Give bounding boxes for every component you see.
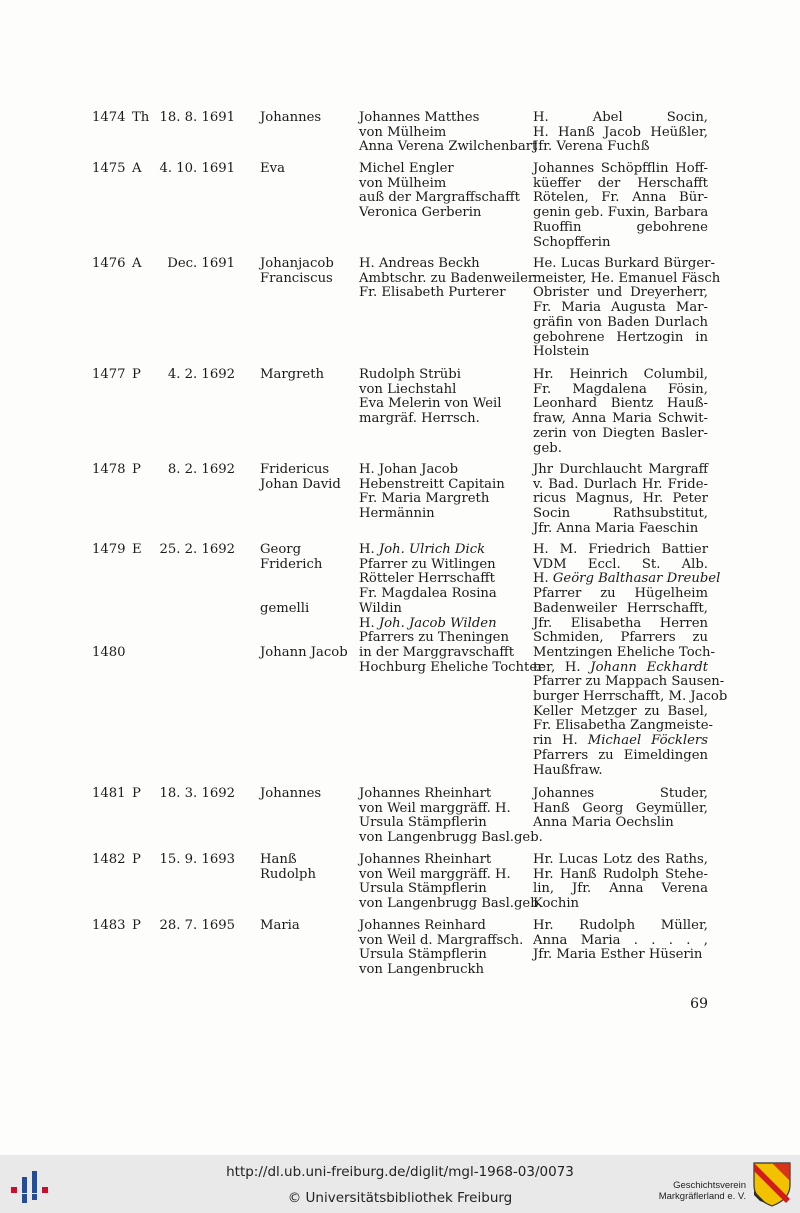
parents-line: von Mülheim [359, 175, 447, 191]
godparents-line: Leonhard Bientz Hauß- [533, 396, 708, 412]
godparents [533, 368, 708, 456]
entry-number: 1478 [92, 462, 126, 477]
entry-code: P [132, 462, 141, 477]
godparents-line: Hr. Heinrich Columbil, [533, 367, 708, 382]
name-line: Hanß [260, 852, 297, 867]
godparents-line: burger Herrschafft, M. Jacob [533, 689, 728, 705]
parents [359, 111, 537, 155]
godparents-line: Jhr Durchlaucht Margraff [533, 462, 708, 477]
child-name [260, 257, 334, 286]
entry-number: 1483 [92, 918, 126, 933]
parents [359, 853, 543, 912]
child-name [260, 646, 348, 661]
godparents-line: H. Abel Socin, [533, 110, 708, 125]
child-name [260, 463, 341, 492]
entry-date: 25. 2. 1692 [159, 542, 235, 557]
godparents-line: Hr. Hanß Rudolph Stehe- [533, 866, 708, 882]
parents-line: Fr. Magdalea Rosina [359, 586, 497, 602]
entry-code: A [132, 256, 142, 271]
parents [359, 257, 534, 301]
parents-line: Hebenstreitt Capitain [359, 476, 505, 492]
parents [359, 368, 501, 427]
godparents-line [533, 571, 721, 587]
parents-line: H. Johan Jacob [359, 462, 459, 477]
entry-code: Th [132, 110, 150, 125]
godparents-line: meister, He. Emanuel Fäsch [533, 270, 721, 286]
child-name [260, 853, 316, 882]
godparents-line: Holstein [533, 344, 590, 360]
parents-line: Ursula Stämpflerin [359, 815, 487, 831]
godparents-line: Fr. Elisabetha Zangmeiste- [533, 718, 713, 734]
viewer-footer [0, 1155, 800, 1213]
godparents-line: Johannes Studer, [533, 786, 708, 801]
parents-line-italic: Joh. Ulrich Dick [378, 542, 486, 557]
parents [359, 463, 505, 522]
godparents [533, 787, 708, 831]
name-line: Johannes [260, 786, 322, 801]
name-line: Rudolph [260, 866, 316, 882]
entry-number: 1476 [92, 256, 126, 271]
name-line: Eva [260, 161, 285, 176]
godparents-line: Mentzingen Eheliche Toch- [533, 644, 715, 660]
parents-line: von Weil marggräff. H. [359, 800, 511, 816]
entry-number: 1479 [92, 542, 126, 557]
child-name [260, 787, 321, 802]
parents-line: Hochburg Eheliche Tochter [359, 659, 544, 675]
godparents [533, 919, 708, 963]
parents-line: von Langenbruckh [359, 962, 485, 978]
parents-line: H. Andreas Beckh [359, 256, 480, 271]
godparents-line: Keller Metzger zu Basel, [533, 703, 708, 719]
godparents-line-italic: Johann Eckhardt [590, 659, 708, 675]
godparents-line: Kochin [533, 896, 580, 912]
spacer [260, 587, 322, 602]
society-name-line: Geschichtsverein [673, 1180, 746, 1191]
parents [359, 162, 520, 221]
godparents-line: küeffer der Herschafft [533, 175, 708, 191]
godparents-line: H. Hanß Jacob Heüßler, [533, 124, 708, 140]
parents-line: Johannes Matthes [359, 110, 480, 125]
parents-line: Anna Verena Zwilchenbart [359, 139, 538, 155]
parents-line: Pfarrers zu Theningen [359, 630, 509, 646]
parents [359, 543, 543, 675]
entry-number: 1481 [92, 786, 126, 801]
godparents-line: gebohrene Hertzogin in [533, 329, 708, 345]
child-name [260, 368, 324, 383]
name-line: Johan David [260, 476, 341, 492]
godparents [533, 463, 708, 537]
parents-line: Veronica Gerberin [359, 205, 482, 221]
child-name [260, 162, 285, 177]
godparents-line: ricus Magnus, Hr. Peter [533, 491, 708, 507]
godparents-line: Fr. Maria Augusta Mar- [533, 300, 708, 316]
entry-code: E [132, 542, 142, 557]
parents-line: Fr. Maria Margreth [359, 491, 490, 507]
godparents-line: Pfarrer zu Mappach Sausen- [533, 674, 725, 690]
prefix: ter, H. [533, 659, 591, 675]
godparents-line: Obrister und Dreyerherr, [533, 285, 708, 301]
godparents [533, 853, 708, 912]
prefix: rin H. [533, 733, 588, 749]
entry-number: 1474 [92, 110, 126, 125]
godparents-line: Haußfraw. [533, 762, 603, 778]
parents-line: von Langenbrugg Basl.geb. [359, 896, 543, 912]
prefix: H. [533, 571, 553, 587]
godparents-line: Hanß Georg Geymüller, [533, 800, 708, 816]
parents-line: von Liechstahl [359, 381, 457, 397]
godparents-line [533, 734, 708, 749]
godparents-line: Socin Rathsubstitut, [533, 506, 708, 522]
parents-line: Wildin [359, 600, 402, 616]
godparents-line: Rötelen, Fr. Anna Bür- [533, 190, 708, 206]
parents-line: Michel Engler [359, 161, 454, 176]
parents-line: Johannes Reinhard [359, 918, 486, 933]
prefix: H. [359, 542, 379, 557]
godparents-line: He. Lucas Burkard Bürger- [533, 256, 715, 271]
child-name [260, 919, 300, 934]
godparents-line: zerin von Diegten Basler- [533, 425, 708, 441]
godparents-line: Schopfferin [533, 234, 611, 250]
entry-date: 28. 7. 1695 [159, 918, 235, 933]
name-line: Johann Jacob [260, 645, 348, 660]
name-line: Maria [260, 918, 300, 933]
godparents-line [533, 661, 708, 676]
godparents [533, 542, 728, 778]
godparents [533, 111, 708, 155]
parents-line: Fr. Elisabeth Purterer [359, 285, 506, 301]
godparents-line: Ruoffin gebohrene [533, 219, 708, 235]
godparents-line: H. M. Friedrich Battier [533, 542, 708, 557]
society-name-line: Markgräflerland e. V. [658, 1191, 746, 1202]
parents-line: Rötteler Herrschafft [359, 571, 495, 587]
godparents-line: Jfr. Anna Maria Faeschin [533, 520, 699, 536]
godparents-line: Schmiden, Pfarrers zu [533, 630, 708, 646]
entry-code: P [132, 918, 141, 933]
godparents [533, 162, 708, 250]
parents-line: von Mülheim [359, 124, 447, 140]
entry-code: P [132, 786, 141, 801]
entry-date: 8. 2. 1692 [167, 462, 235, 477]
entry-number: 1482 [92, 852, 126, 867]
entry-code: P [132, 852, 141, 867]
entry-date: 18. 3. 1692 [159, 786, 235, 801]
godparents-line: gräfin von Baden Durlach [533, 314, 708, 330]
society-name [659, 1180, 746, 1202]
name-line: Johanjacob [260, 256, 334, 271]
godparents-line: Jfr. Verena Fuchß [533, 139, 650, 155]
godparents [533, 256, 721, 360]
entry-date: 4. 2. 1692 [167, 367, 235, 382]
name-line: Friderich [260, 556, 323, 572]
godparents-line: geb. [533, 440, 562, 456]
entry-date: 18. 8. 1691 [159, 110, 235, 125]
parents [359, 919, 523, 978]
parents-line: von Weil d. Margraffsch. [359, 932, 524, 948]
godparents-line: v. Bad. Durlach Hr. Fride- [533, 476, 708, 492]
godparents-line: Hr. Rudolph Müller, [533, 918, 708, 933]
godparents-line: Fr. Magdalena Fösin, [533, 381, 708, 397]
entry-number: 1477 [92, 367, 126, 382]
godparents-line: Jfr. Elisabetha Herren [533, 615, 708, 631]
entry-date: Dec. 1691 [167, 256, 235, 271]
parents-line [359, 617, 543, 632]
godparents-line: Johannes Schöpfflin Hoff- [533, 161, 708, 176]
godparents-line: Jfr. Maria Esther Hüserin [533, 947, 703, 963]
parents-line: Ursula Stämpflerin [359, 947, 487, 963]
godparents-line: Pfarrer zu Hügelheim [533, 586, 708, 602]
spacer [260, 572, 322, 587]
parents-line: Hermännin [359, 506, 435, 522]
parents-line [359, 543, 543, 558]
parents-line: auß der Margraffschafft [359, 190, 520, 206]
parents-line: Eva Melerin von Weil [359, 396, 502, 412]
entry-date: 4. 10. 1691 [159, 161, 235, 176]
page-number: 69 [690, 996, 708, 1012]
name-line: Fridericus [260, 462, 330, 477]
prefix: H. [359, 615, 379, 631]
godparents-line: Anna Maria Oechslin [533, 815, 674, 831]
name-line: Georg [260, 542, 302, 557]
parents-line: Rudolph Strübi [359, 367, 461, 382]
godparents-line-italic: Michael Föcklers [587, 733, 708, 749]
parents-line: von Langenbrugg Basl.geb. [359, 830, 543, 846]
parents-line: von Weil marggräff. H. [359, 866, 511, 882]
parents-line: Ursula Stämpflerin [359, 881, 487, 897]
name-line: Margreth [260, 367, 325, 382]
name-line: gemelli [260, 600, 310, 616]
parents-line: Johannes Rheinhart [359, 852, 492, 867]
godparents-line: Pfarrers zu Eimeldingen [533, 747, 708, 763]
parents-line: Pfarrer zu Witlingen [359, 556, 496, 572]
godparents-line: VDM Eccl. St. Alb. [533, 556, 708, 572]
entry-number: 1475 [92, 161, 126, 176]
godparents-line: genin geb. Fuxin, Barbara [533, 205, 709, 221]
godparents-line-italic: Geörg Balthasar Dreubel [552, 571, 721, 587]
copyright-text: © Universitätsbibliothek Freiburg [287, 1190, 513, 1206]
coat-of-arms-icon [752, 1161, 792, 1207]
name-line: Johannes [260, 110, 322, 125]
parents-line: Johannes Rheinhart [359, 786, 492, 801]
child-name [260, 543, 322, 616]
entry-code: A [132, 161, 142, 176]
parents-line-italic: Joh. Jacob Wilden [378, 615, 497, 631]
godparents-line: Badenweiler Herrschafft, [533, 600, 708, 616]
parents [359, 787, 543, 846]
godparents-line: Hr. Lucas Lotz des Raths, [533, 852, 708, 867]
entry-date: 15. 9. 1693 [159, 852, 235, 867]
entry-code: P [132, 367, 141, 382]
parents-line: in der Marggravschafft [359, 644, 514, 660]
godparents-line: Anna Maria . . . . , [533, 932, 708, 948]
document-url-link[interactable]: http://dl.ub.uni-freiburg.de/diglit/mgl-1968-03/0073 [226, 1164, 574, 1180]
parents-line: Ambtschr. zu Badenweiler [359, 270, 535, 286]
entry-number: 1480 [92, 645, 126, 660]
parents-line: margräf. Herrsch. [359, 411, 480, 427]
name-line: Franciscus [260, 270, 333, 286]
child-name [260, 111, 321, 126]
godparents-line: lin, Jfr. Anna Verena [533, 881, 708, 897]
godparents-line: fraw, Anna Maria Schwit- [533, 411, 708, 427]
